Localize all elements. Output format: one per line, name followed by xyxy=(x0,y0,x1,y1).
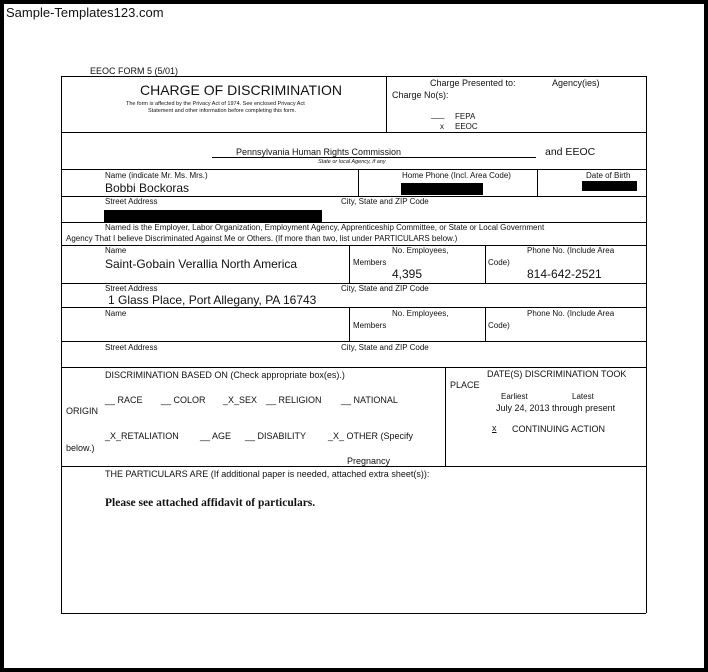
cell-divider xyxy=(358,169,359,196)
place-label: PLACE xyxy=(450,380,480,390)
disability-option[interactable]: __ DISABILITY xyxy=(245,431,307,441)
eeoc-checkbox[interactable]: x xyxy=(440,122,444,131)
fepa-checkbox[interactable]: ___ xyxy=(431,110,445,119)
form-id: EEOC FORM 5 (5/01) xyxy=(90,66,179,76)
employer2-members-label: Members xyxy=(353,321,387,330)
street-label: Street Address xyxy=(105,197,158,206)
employer-street-label: Street Address xyxy=(105,284,158,293)
retaliation-option[interactable]: _X_RETALIATION xyxy=(105,431,179,441)
and-eeoc-label: and EEOC xyxy=(545,146,596,158)
city-label: City, State and ZIP Code xyxy=(341,197,429,206)
continuing-action-label: CONTINUING ACTION xyxy=(512,424,606,434)
agency-underline xyxy=(212,157,536,158)
employer2-employees-label: No. Employees, xyxy=(392,309,449,318)
form-right-border xyxy=(646,76,647,613)
dates-value: July 24, 2013 through present xyxy=(496,403,616,413)
members-label: Members xyxy=(353,258,387,267)
form-title: CHARGE OF DISCRIMINATION xyxy=(140,82,342,98)
redacted-address xyxy=(104,210,322,222)
continuing-action-checkbox[interactable] xyxy=(492,423,497,433)
religion-option[interactable]: __ RELIGION xyxy=(266,395,322,405)
employer-city-label: City, State and ZIP Code xyxy=(341,284,429,293)
cell-divider xyxy=(485,307,486,341)
continuing-mark: x xyxy=(492,423,497,433)
charging-party-name: Bobbi Bockoras xyxy=(105,181,190,195)
other-option[interactable]: _X_ OTHER (Specify xyxy=(328,431,414,441)
discrimination-based-on: DISCRIMINATION BASED ON (Check appropriate box(es).) xyxy=(105,370,345,380)
origin-label: ORIGIN xyxy=(66,406,99,416)
employer2-street-label: Street Address xyxy=(105,343,158,352)
age-option[interactable]: __ AGE xyxy=(200,431,232,441)
employer-phone: 814-642-2521 xyxy=(527,267,602,281)
cell-divider xyxy=(445,367,446,466)
watermark-text: Sample-Templates123.com xyxy=(6,5,164,20)
redacted-dob xyxy=(582,181,637,191)
redacted-phone xyxy=(401,183,483,195)
eeoc-label: EEOC xyxy=(455,122,478,131)
dates-took-label: DATE(S) DISCRIMINATION TOOK xyxy=(487,369,627,379)
cell-divider xyxy=(485,245,486,283)
employees-value: 4,395 xyxy=(392,267,423,281)
employer2-name-label: Name xyxy=(105,309,127,318)
national-origin-option[interactable]: __ NATIONAL xyxy=(341,395,398,405)
color-option[interactable]: __ COLOR xyxy=(161,395,206,405)
employer-name: Saint-Gobain Verallia North America xyxy=(105,257,298,271)
code-label: Code) xyxy=(488,258,510,267)
header-divider xyxy=(386,76,387,132)
race-option[interactable]: __ RACE xyxy=(105,395,143,405)
employer2-code-label: Code) xyxy=(488,321,510,330)
rule xyxy=(61,307,646,308)
form-bottom-border xyxy=(61,613,646,614)
home-phone-label: Home Phone (Incl. Area Code) xyxy=(402,171,511,180)
fepa-label: FEPA xyxy=(455,112,476,121)
named-text-1: Named is the Employer, Labor Organization, Employment Agency, Apprenticeship Committee, or State or Local Government xyxy=(105,223,545,232)
rule xyxy=(61,132,646,133)
rule xyxy=(61,341,646,342)
rule xyxy=(61,367,646,368)
rule xyxy=(61,466,646,467)
agencies-label: Agency(ies) xyxy=(552,78,600,88)
form-top-border xyxy=(61,76,646,77)
employer-name-label: Name xyxy=(105,246,127,255)
employer-address: 1 Glass Place, Port Allegany, PA 16743 xyxy=(108,293,317,307)
privacy-note-2: Statement and other information before completing this form. xyxy=(148,108,296,114)
employer2-city-label: City, State and ZIP Code xyxy=(341,343,429,352)
state-agency: Pennsylvania Human Rights Commission xyxy=(236,147,402,157)
cell-divider xyxy=(537,169,538,196)
named-text-2: Agency That I believe Discriminated Against Me or Others. (If more than two, list under PARTICULARS below.) xyxy=(66,234,458,243)
earliest-label: Earliest xyxy=(501,392,528,401)
charge-presented-label: Charge Presented to: xyxy=(430,78,516,88)
state-agency-caption: State or local Agency, if any xyxy=(318,159,386,165)
employees-label: No. Employees, xyxy=(392,246,449,255)
dob-label: Date of Birth xyxy=(586,171,631,180)
phone-label: Phone No. (Include Area xyxy=(527,246,615,255)
cell-divider xyxy=(349,245,350,283)
privacy-note-1: The form is affected by the Privacy Act of 1974. See enclosed Privacy Act xyxy=(126,101,305,107)
cell-divider xyxy=(349,307,350,341)
name-label: Name (indicate Mr. Ms. Mrs.) xyxy=(105,171,208,180)
charge-nos-label: Charge No(s): xyxy=(392,90,449,100)
rule xyxy=(61,169,646,170)
below-label: below.) xyxy=(66,443,95,453)
form-left-border xyxy=(61,76,62,613)
other-specify-value: Pregnancy xyxy=(347,456,391,466)
sex-option[interactable]: _X_SEX xyxy=(223,395,258,405)
latest-label: Latest xyxy=(572,392,594,401)
particulars-label: THE PARTICULARS ARE (If additional paper is needed, attached extra sheet(s)): xyxy=(105,469,430,479)
employer2-phone-label: Phone No. (Include Area xyxy=(527,309,615,318)
particulars-text: Please see attached affidavit of particulars. xyxy=(105,497,316,509)
